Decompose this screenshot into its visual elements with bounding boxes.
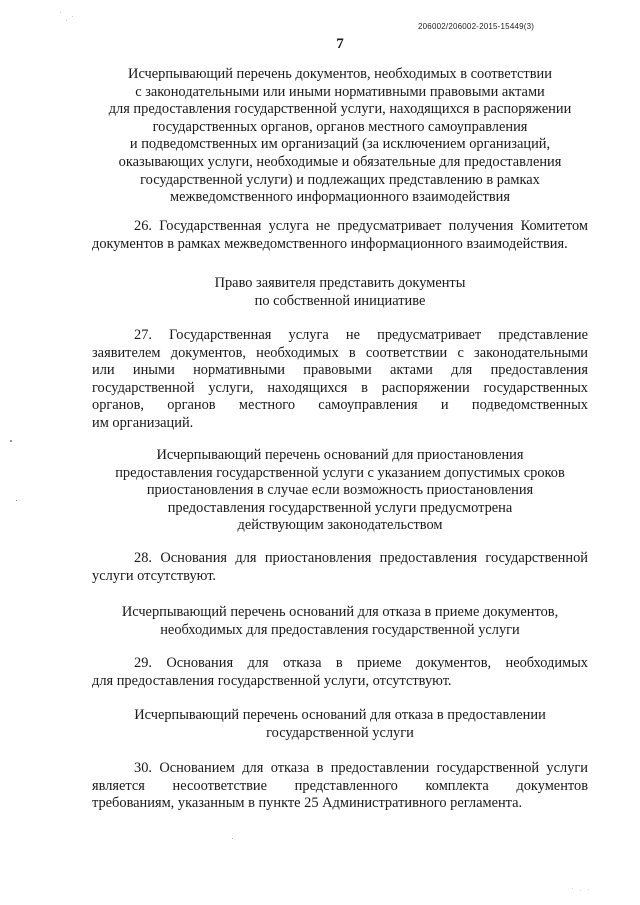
heading-suspension-grounds [92, 447, 588, 535]
heading-line: приостановления в случае если возможность приостановления [146, 482, 534, 499]
paragraph-29 [92, 655, 588, 690]
paragraph-line: требованиям, указанным в пункте 25 Административного регламента. [92, 795, 523, 812]
heading-line: межведомственного информационного взаимодействия [170, 189, 510, 206]
document-id: 206002/206002-2015-15449(3) [418, 22, 535, 31]
paragraph-line: 26. Государственная услуга не предусматривает получения Комитетом [134, 218, 588, 234]
paragraph-line: 30. Основанием для отказа в предоставлении государственной услуги [134, 760, 588, 776]
heading-interagency-documents [92, 66, 588, 207]
heading-line: Исчерпывающий перечень документов, необходимых в соответствии [128, 66, 552, 82]
heading-line: по собственной инициативе [254, 292, 426, 309]
paragraph-27 [92, 327, 588, 433]
heading-line: для предоставления государственной услуги, находящихся в распоряжении [108, 101, 572, 118]
scan-speck [16, 500, 17, 501]
paragraph-line: 28. Основания для приостановления предоставления государственной [134, 550, 588, 566]
heading-line: и подведомственных им организаций (за исключением организаций, [129, 136, 551, 153]
paragraph-line: 29. Основания для отказа в приеме документов, необходимых [134, 655, 588, 671]
heading-line: оказывающих услуги, необходимые и обязательные для предоставления [118, 153, 562, 170]
scan-speck [572, 888, 573, 889]
scan-speck [66, 20, 67, 21]
paragraph-line: им организаций. [92, 414, 194, 431]
paragraph-28 [92, 550, 588, 585]
paragraph-line: документов в рамках межведомственного информационного взаимодействия. [92, 235, 568, 252]
paragraph-line: является несоответствие представленного комплекта документов [92, 777, 588, 794]
paragraph-26 [92, 218, 588, 253]
paragraph-line: заявителем документов, необходимых в соответствии с законодательными [92, 344, 588, 361]
heading-line: предоставления государственной услуги с указанием допустимых сроков [115, 464, 565, 481]
paragraph-30 [92, 760, 588, 813]
scan-speck [580, 890, 581, 891]
heading-applicant-right [92, 275, 588, 310]
heading-line: государственной услуги [266, 724, 414, 741]
heading-line: государственных органов, органов местного самоуправления [152, 118, 528, 135]
paragraph-line: 27. Государственная услуга не предусматривает представление [134, 327, 588, 343]
paragraph-line: или иными нормативными правовыми актами для предоставления [92, 362, 588, 379]
paragraph-line: услуги отсутствуют. [92, 567, 217, 584]
scan-speck [232, 838, 233, 839]
scan-speck [60, 12, 61, 13]
heading-line: государственной услуги) и подлежащих представлению в рамках [140, 171, 540, 188]
paragraph-line: органов, органов местного самоуправления и подведомственных [92, 397, 588, 414]
heading-line: Исчерпывающий перечень оснований для приостановления [156, 447, 524, 463]
heading-line: Исчерпывающий перечень оснований для отказа в предоставлении [134, 707, 546, 723]
heading-line: необходимых для предоставления государственной услуги [160, 621, 520, 638]
page-number: 7 [336, 36, 344, 52]
heading-line: предоставления государственной услуги предусмотрена [167, 499, 513, 516]
heading-refusal-service-grounds [92, 707, 588, 742]
paragraph-line: для предоставления государственной услуги, отсутствуют. [92, 672, 452, 689]
heading-refusal-accept-grounds [92, 604, 588, 639]
heading-line: с законодательными или иными нормативными правовыми актами [135, 83, 545, 100]
heading-line: Право заявителя представить документы [214, 275, 466, 291]
scan-speck [10, 440, 12, 442]
scan-speck [72, 16, 73, 17]
heading-line: Исчерпывающий перечень оснований для отказа в приеме документов, [121, 604, 559, 620]
scan-speck [588, 889, 589, 890]
heading-line: действующим законодательством [237, 517, 443, 534]
paragraph-line: государственной услуги, находящихся в распоряжении государственных [92, 379, 588, 396]
